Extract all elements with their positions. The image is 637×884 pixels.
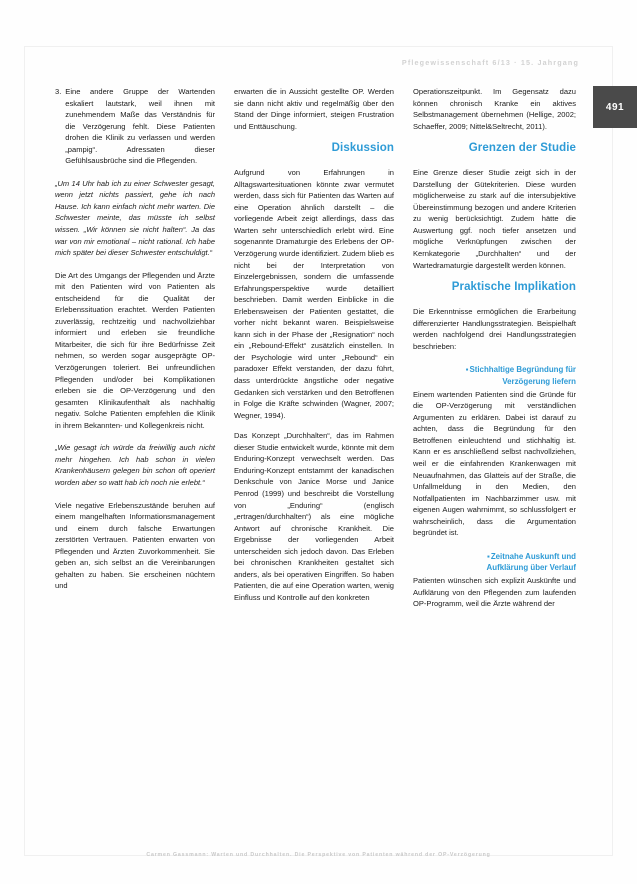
patient-quote-1: „Um 14 Uhr hab ich zu einer Schwester gesagt, wenn jetzt nichts passiert, gehe ich nach Hause. Ich kann einfach nicht mehr warten. Die Schwester meinte, das müsste ich selbst wissen. „Wir können sie nicht halten“. Ja das war von mir emotional – nicht rational. Ich habe mich später bei dieser Schwester entschuldigt.“ bbox=[55, 178, 215, 258]
column2-continuation: erwarten die in Aussicht gestellte OP. Werden sie dann nicht aktiv und regelmäßig über den Stand der Dinge informiert, steigen Frustration und Enttäuschung. bbox=[234, 87, 394, 131]
heading-diskussion: Diskussion bbox=[331, 142, 394, 155]
heading-grenzen-der-studie: Grenzen der Studie bbox=[468, 142, 576, 155]
subheading-zeitnahe-auskunft bbox=[413, 551, 576, 573]
column3-paragraph-2: Die Erkenntnisse ermöglichen die Erarbeitung differenzierter Handlungsstrategien. Beispielhaft werden nachfolgend drei Handlungsstrategien beschrieben: bbox=[413, 307, 576, 351]
column1-paragraph-2: Viele negative Erlebenszustände beruhen auf einem mangelhaften Informationsmanagement und einem durch falsche Erwartungen zerstörten Vertrauen. Patienten erwarten von Pflegenden und Ärzten Zuvorkommenheit. Sie geben an, sich selbst an die Vereinbarungen gehalten zu haben. Sie erscheinen nüchtern und bbox=[55, 500, 215, 591]
column-1 bbox=[55, 86, 215, 831]
column3-paragraph-3: Einem wartenden Patienten sind die Gründe für die OP-Verzögerung mit verständlichen Argumenten zu erklären. Dabei ist darauf zu achten, dass die Begründung für den Betroffenen einleuchtend und stichhaltig ist. Kann er es anschließend selbst nachvollziehen, weil er die einfahrenden Krankenwagen mit Neuaufnahmen, das Glatteis auf der Straße, die Unfallmeldung in den Medien, den Notfallpatienten im Nachbarzimmer usw. mit eigenen Augen wahrnimmt, so schlussfolgert er wahrscheinlich, dass die Argumentation begründet ist. bbox=[413, 389, 576, 538]
footer-citation: Carmen Gassmann: Warten und Durchhalten. Die Perspektive von Patienten während der OP-Verzögerung bbox=[146, 852, 491, 858]
article-columns bbox=[55, 86, 575, 831]
subheading-1-line-2: Verzögerung liefern bbox=[502, 376, 576, 386]
subheading-2-line-2: Aufklärung über Verlauf bbox=[486, 563, 576, 573]
column-3 bbox=[413, 86, 576, 831]
list-item-text: Eine andere Gruppe der Wartenden eskaliert lautstark, weil ihnen mit zunehmendem Maße das Verständnis für die Verzögerung fehlt. Diese Patienten drohen die Klinik zu verlassen und werden „pampig“. Adressaten dieser Gefühlsausbrüche sind die Pflegenden. bbox=[65, 87, 215, 166]
subheading-1-line-1: Stichhaltige Begründung für bbox=[469, 365, 576, 375]
column2-paragraph-2: Das Konzept „Durchhalten“, das im Rahmen dieser Studie entwickelt wurde, könnte mit dem Enduring-Konzept verwechselt werden. Das Enduring-Konzept entstammt der kanadischen Denkschule von Janice Morse und Janice Penrod (1999) und beschreibt die Vorstellung von „Enduring“ (englisch „ertragen/durchhalten“) als eine mögliche Antwort auf chronische Krankheit. Die Ergebnisse der vorliegenden Arbeit unterscheiden sich jedoch davon. Das Erleben bei chronischen Krankheiten gestaltet sich anders, als bei operativen Eingriffen. So haben Patienten, die auf eine Operation warten, wenig Einfluss und Kontrolle auf den konkreten bbox=[234, 431, 394, 602]
subheading-2-line-1: Zeitnahe Auskunft und bbox=[490, 551, 576, 561]
running-head: Pflegewissenschaft 6/13 · 15. Jahrgang bbox=[401, 58, 579, 67]
list-item-number: 3. bbox=[55, 87, 62, 96]
column2-paragraph-1: Aufgrund von Erfahrungen in Alltagswartesituationen könnte zwar vermutet werden, dass sich für Patienten das Warten auf eine Operation ähnlich darstellt – die vorliegende Arbeit zeigt allerdings, dass das Warten sehr unterschiedlich erlebt wird. Eine sogenannte Dramaturgie des Erlebens der OP-Verzögerung wurde identifiziert. Zudem blieb es nicht bei der Interpretation von Einzelergebnissen, sondern die umfassende Erfahrungsperspektive wurde detailliert beschrieben. Damit werden Einblicke in die Erlebensweisen der Patienten gestattet, die vorher nicht bekannt waren. Beispielsweise kann sich in der Phase der „Resignation“ noch ein „Rebound-Effekt“ zusätzlich einstellen. In der Psychologie wird unter „Rebound“ ein paradoxer Effekt verstanden, der dazu führt, dass unterdrückte ängstliche oder negative Gedanken sich verstärken und den Betroffenen in Folge die Kräfte schwinden (Wagner, 2007; Wegner, 1994). bbox=[234, 168, 394, 420]
column1-paragraph-1: Die Art des Umgangs der Pflegenden und Ärzte mit den Patienten wird von Patienten als entscheidend für die Qualität der Erlebenssituation erachtet. Werden Patienten zuverlässig, rechtzeitig und nachvollziehbar informiert und erleben sie freundliche Mitarbeiter, die sich für ihre Bedürfnisse Zeit nehmen, so werden sogar ausgeprägte OP-Verzögerungen toleriert. Bei unfreundlichen Pflegenden und/oder bei Komplikationen erleben sie die OP-Verzögerung und den gesamten Klinikaufenthalt als nachhaltig negativ. Solche Patienten empfehlen die Klinik in ihrem Bekannten- und Kollegenkreis nicht. bbox=[55, 270, 215, 430]
numbered-list-item bbox=[55, 86, 215, 167]
column3-paragraph-1: Eine Grenze dieser Studie zeigt sich in der Darstellung der Gütekriterien. Diese wurden möglicherweise zu stark auf die intersubjektive Übereinstimmung bezogen und andere Kriterien zu wenig berücksichtigt. Zudem hätte die Auswertung ggf. noch tiefer ansetzen und mögliche Verknüpfungen zwischen der Kernkategorie „Durchhalten“ und der Wartedramaturgie dargestellt werden können. bbox=[413, 168, 576, 270]
column-2 bbox=[234, 86, 394, 831]
column3-continuation: Operationszeitpunkt. Im Gegensatz dazu können chronisch Kranke ein aktives Selbstmanagement übernehmen (Hellige, 2002; Schaeffer, 2009; Nittel&Seltrecht, 2011). bbox=[413, 87, 576, 131]
square-bullet-icon: ▪ bbox=[465, 365, 469, 375]
patient-quote-2: „Wie gesagt ich würde da freiwillig auch nicht mehr hingehen. Ich hab schon in vielen Krankenhäusern gelegen bin schon oft operiert worden aber so watt hab ich noch nie erlebt.“ bbox=[55, 443, 215, 487]
heading-praktische-implikation: Praktische Implikation bbox=[451, 281, 576, 294]
square-bullet-icon-2: ▪ bbox=[487, 551, 490, 561]
column3-paragraph-4: Patienten wünschen sich explizit Auskünfte und Aufklärung von den Pflegenden zum laufenden OP-Programm, weil die Ärzte während der bbox=[413, 576, 576, 609]
subheading-stichhaltige-begruendung bbox=[413, 364, 576, 386]
page-number-badge: 491 bbox=[593, 86, 637, 128]
